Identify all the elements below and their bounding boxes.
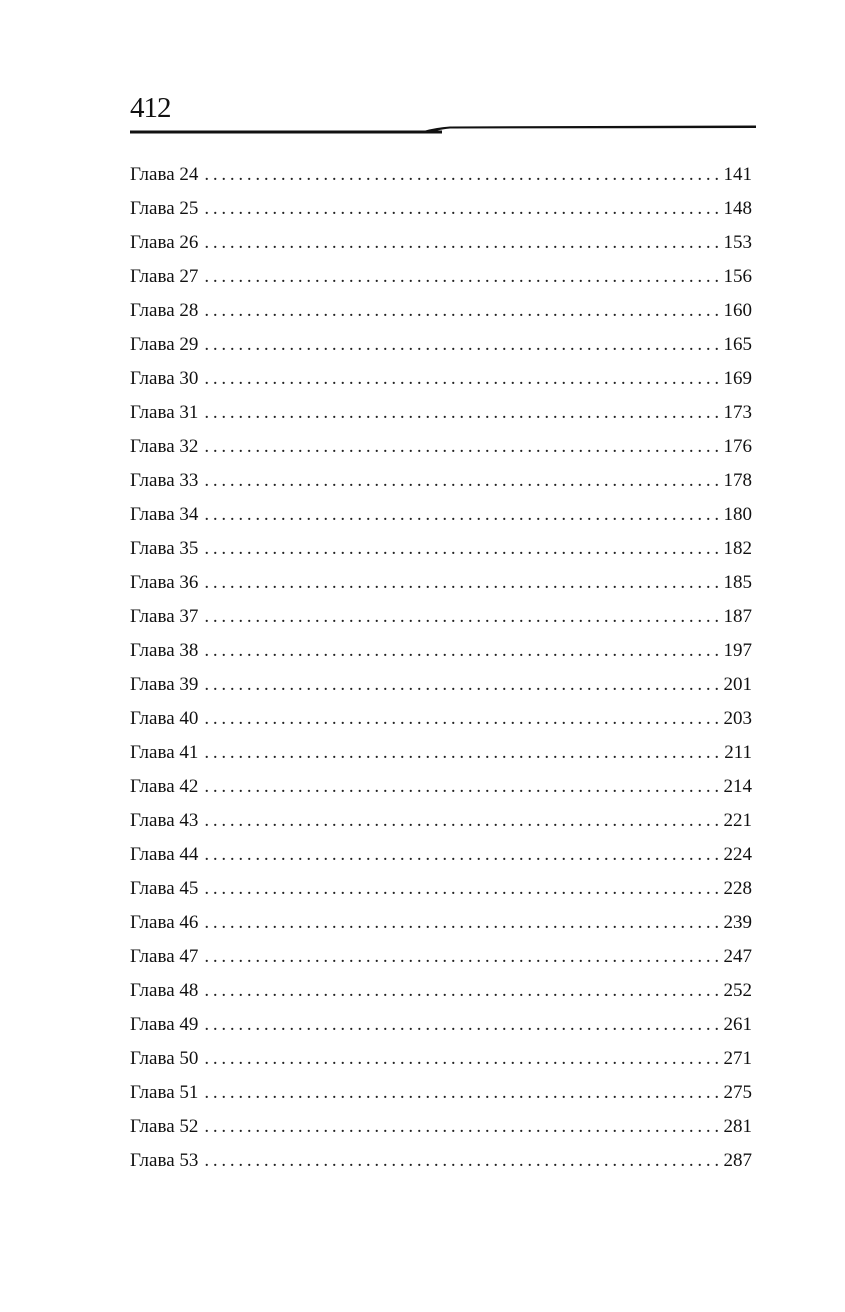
toc-entry[interactable] [130,260,752,294]
toc-entry-page: 287 [723,1150,752,1171]
toc-entry[interactable] [130,770,752,804]
page-number: 412 [130,92,171,124]
toc-entry-label: Глава 51 [130,1082,199,1103]
dot-leader [204,294,721,328]
toc-entry-label: Глава 48 [130,980,199,1001]
toc-entry[interactable] [130,634,752,668]
toc-entry-page: 176 [723,436,752,457]
toc-entry-page: 185 [723,572,752,593]
toc-entry-label: Глава 53 [130,1150,199,1171]
toc-entry[interactable] [130,974,752,1008]
toc-entry-page: 201 [723,674,752,695]
toc-entry[interactable] [130,430,752,464]
toc-entry[interactable] [130,1042,752,1076]
dot-leader [204,600,721,634]
dot-leader [204,940,721,974]
toc-entry[interactable] [130,1076,752,1110]
toc-entry-page: 211 [724,742,752,763]
dot-leader [204,1110,721,1144]
toc-entry[interactable] [130,566,752,600]
header-rule [130,124,756,136]
toc-entry-label: Глава 27 [130,266,199,287]
toc-entry-label: Глава 52 [130,1116,199,1137]
toc-entry[interactable] [130,464,752,498]
toc-entry[interactable] [130,940,752,974]
toc-entry[interactable] [130,226,752,260]
toc-entry[interactable] [130,328,752,362]
toc-entry-label: Глава 31 [130,402,199,423]
dot-leader [204,566,721,600]
toc-entry-label: Глава 36 [130,572,199,593]
toc-entry-label: Глава 44 [130,844,199,865]
toc-entry-label: Глава 35 [130,538,199,559]
dot-leader [204,430,721,464]
toc-entry-label: Глава 34 [130,504,199,525]
toc-entry[interactable] [130,192,752,226]
toc-entry-page: 239 [723,912,752,933]
toc-entry-label: Глава 47 [130,946,199,967]
dot-leader [204,1144,721,1178]
toc-entry-label: Глава 38 [130,640,199,661]
toc-entry-label: Глава 49 [130,1014,199,1035]
toc-entry-page: 214 [723,776,752,797]
toc-entry-page: 221 [723,810,752,831]
toc-entry[interactable] [130,838,752,872]
dot-leader [204,838,721,872]
dot-leader [204,736,722,770]
toc-entry-label: Глава 40 [130,708,199,729]
toc-entry-label: Глава 41 [130,742,199,763]
toc-entry-page: 261 [723,1014,752,1035]
toc-entry-page: 281 [723,1116,752,1137]
dot-leader [204,260,721,294]
toc-entry[interactable] [130,498,752,532]
toc-entry[interactable] [130,1110,752,1144]
toc-entry-page: 182 [723,538,752,559]
toc-entry-page: 187 [723,606,752,627]
dot-leader [204,872,721,906]
toc-entry[interactable] [130,362,752,396]
dot-leader [204,634,721,668]
toc-entry-page: 178 [723,470,752,491]
toc-entry[interactable] [130,600,752,634]
toc-entry[interactable] [130,736,752,770]
toc-entry-page: 247 [723,946,752,967]
dot-leader [204,770,721,804]
table-of-contents [130,158,752,1178]
dot-leader [204,1042,721,1076]
dot-leader [204,906,721,940]
toc-entry[interactable] [130,702,752,736]
dot-leader [204,974,721,1008]
toc-entry-label: Глава 39 [130,674,199,695]
toc-entry-page: 169 [723,368,752,389]
toc-entry[interactable] [130,158,752,192]
dot-leader [204,362,721,396]
dot-leader [204,498,721,532]
toc-entry[interactable] [130,906,752,940]
toc-entry[interactable] [130,532,752,566]
dot-leader [204,396,721,430]
toc-entry-label: Глава 43 [130,810,199,831]
toc-entry[interactable] [130,1144,752,1178]
toc-entry-label: Глава 50 [130,1048,199,1069]
toc-entry-page: 224 [723,844,752,865]
dot-leader [204,328,721,362]
toc-entry-label: Глава 45 [130,878,199,899]
toc-entry-label: Глава 30 [130,368,199,389]
toc-entry-page: 153 [723,232,752,253]
toc-entry-page: 173 [723,402,752,423]
toc-entry-label: Глава 25 [130,198,199,219]
dot-leader [204,464,721,498]
toc-entry-page: 275 [723,1082,752,1103]
dot-leader [204,226,721,260]
toc-entry-page: 228 [723,878,752,899]
toc-entry-label: Глава 29 [130,334,199,355]
toc-entry[interactable] [130,804,752,838]
toc-entry-page: 197 [723,640,752,661]
toc-entry-page: 165 [723,334,752,355]
toc-entry-page: 252 [723,980,752,1001]
toc-entry-label: Глава 32 [130,436,199,457]
toc-entry-label: Глава 46 [130,912,199,933]
toc-entry-page: 148 [723,198,752,219]
toc-entry-label: Глава 24 [130,164,199,185]
toc-entry[interactable] [130,1008,752,1042]
dot-leader [204,702,721,736]
toc-entry-page: 203 [723,708,752,729]
toc-entry-label: Глава 42 [130,776,199,797]
dot-leader [204,668,721,702]
toc-entry-label: Глава 33 [130,470,199,491]
toc-entry-label: Глава 37 [130,606,199,627]
toc-entry-page: 160 [723,300,752,321]
dot-leader [204,158,721,192]
toc-entry[interactable] [130,396,752,430]
dot-leader [204,804,721,838]
toc-entry-label: Глава 26 [130,232,199,253]
toc-entry-page: 271 [723,1048,752,1069]
toc-entry[interactable] [130,668,752,702]
toc-entry[interactable] [130,872,752,906]
toc-entry-page: 141 [723,164,752,185]
dot-leader [204,192,721,226]
toc-entry-page: 180 [723,504,752,525]
dot-leader [204,1008,721,1042]
toc-entry-page: 156 [723,266,752,287]
toc-entry[interactable] [130,294,752,328]
dot-leader [204,1076,721,1110]
toc-entry-label: Глава 28 [130,300,199,321]
dot-leader [204,532,721,566]
